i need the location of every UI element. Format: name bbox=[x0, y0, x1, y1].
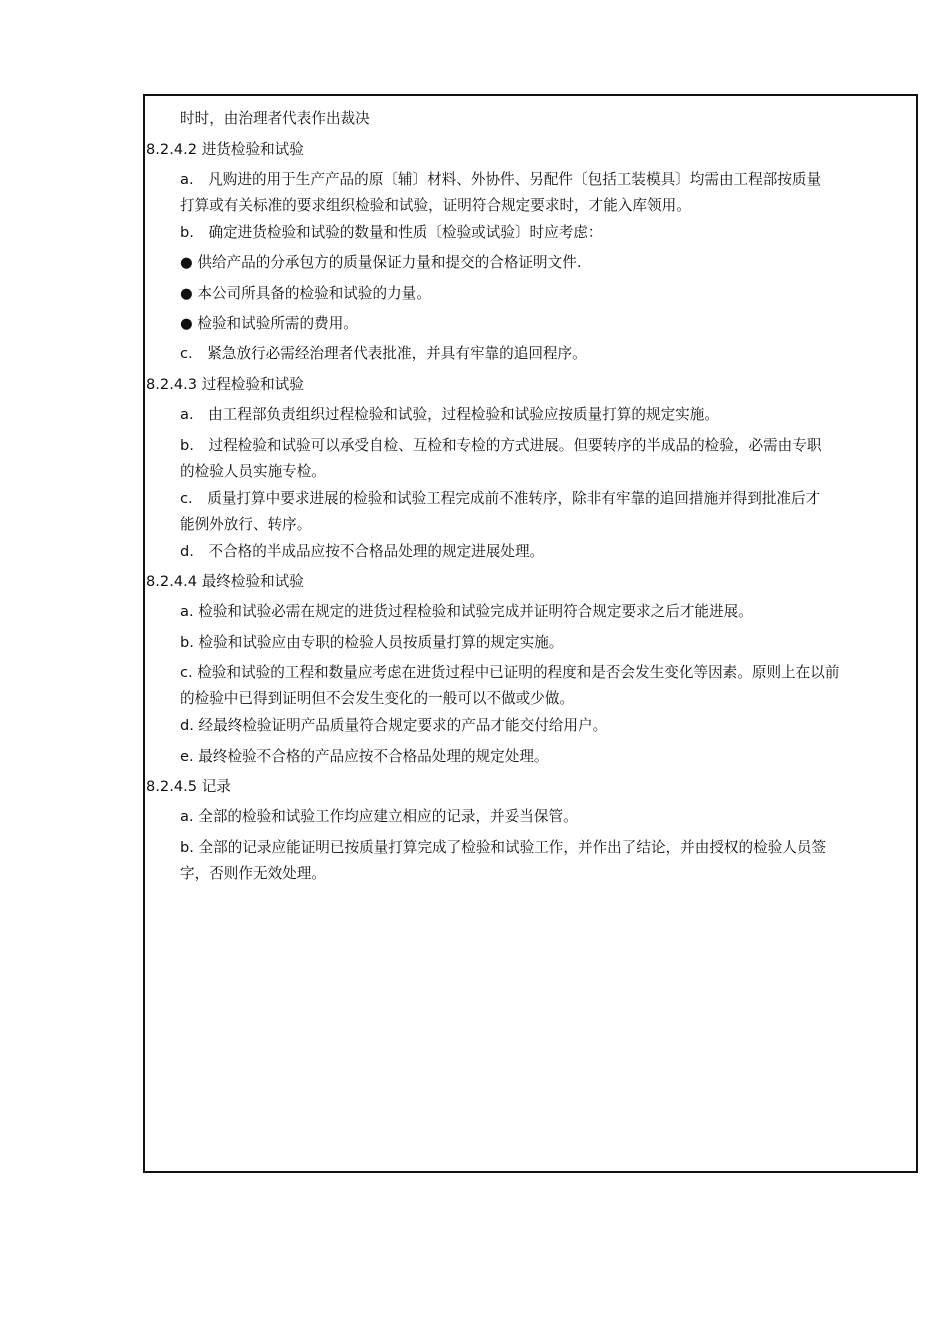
text-line: 时时，由治理者代表作出裁决 bbox=[180, 110, 370, 127]
list-item: b. 过程检验和试验可以承受自检、互检和专检的方式进展。但要转序的半成品的检验，必需由专职 bbox=[180, 437, 822, 454]
bullet-item: ● 供给产品的分承包方的质量保证力量和提交的合格证明文件. bbox=[180, 254, 582, 271]
list-item-continuation: 的检验人员实施专检。 bbox=[180, 463, 326, 480]
list-item: a. 检验和试验必需在规定的进货过程检验和试验完成并证明符合规定要求之后才能进展。 bbox=[180, 603, 753, 620]
list-item: e. 最终检验不合格的产品应按不合格品处理的规定处理。 bbox=[180, 748, 549, 765]
list-item: d. 不合格的半成品应按不合格品处理的规定进展处理。 bbox=[180, 543, 545, 560]
list-item: c. 紧急放行必需经治理者代表批准，并具有牢靠的追回程序。 bbox=[180, 345, 587, 362]
list-item: c. 质量打算中要求进展的检验和试验工程完成前不准转序，除非有牢靠的追回措施并得到批准后才 bbox=[180, 490, 821, 507]
list-item: b. 全部的记录应能证明已按质量打算完成了检验和试验工作，并作出了结论，并由授权的检验人员签 bbox=[180, 839, 827, 856]
section-heading-8-2-4-5: 8.2.4.5 记录 bbox=[146, 778, 231, 795]
section-heading-8-2-4-3: 8.2.4.3 过程检验和试验 bbox=[146, 376, 304, 393]
list-item: a. 凡购进的用于生产产品的原〔辅〕材料、外协件、另配件〔包括工装模具〕均需由工程部按质量 bbox=[180, 171, 822, 188]
list-item: a. 由工程部负责组织过程检验和试验，过程检验和试验应按质量打算的规定实施。 bbox=[180, 406, 719, 423]
list-item: b. 确定进货检验和试验的数量和性质〔检验或试验〕时应考虑： bbox=[180, 224, 603, 241]
list-item-continuation: 的检验中已得到证明但不会发生变化的一般可以不做或少做。 bbox=[180, 690, 575, 707]
list-item: c. 检验和试验的工程和数量应考虑在进货过程中已证明的程度和是否会发生变化等因素。原则上在以前 bbox=[180, 664, 840, 681]
section-heading-8-2-4-2: 8.2.4.2 进货检验和试验 bbox=[146, 141, 304, 158]
list-item-continuation: 字，否则作无效处理。 bbox=[180, 865, 326, 882]
list-item: d. 经最终检验证明产品质量符合规定要求的产品才能交付给用户。 bbox=[180, 717, 608, 734]
bullet-item: ● 检验和试验所需的费用。 bbox=[180, 315, 358, 332]
list-item-continuation: 打算或有关标准的要求组织检验和试验，证明符合规定要求时，才能入库领用。 bbox=[180, 197, 691, 214]
section-heading-8-2-4-4: 8.2.4.4 最终检验和试验 bbox=[146, 573, 304, 590]
list-item: b. 检验和试验应由专职的检验人员按质量打算的规定实施。 bbox=[180, 634, 564, 651]
list-item-continuation: 能例外放行、转序。 bbox=[180, 516, 312, 533]
bullet-item: ● 本公司所具备的检验和试验的力量。 bbox=[180, 285, 431, 302]
list-item: a. 全部的检验和试验工作均应建立相应的记录，并妥当保管。 bbox=[180, 808, 578, 825]
